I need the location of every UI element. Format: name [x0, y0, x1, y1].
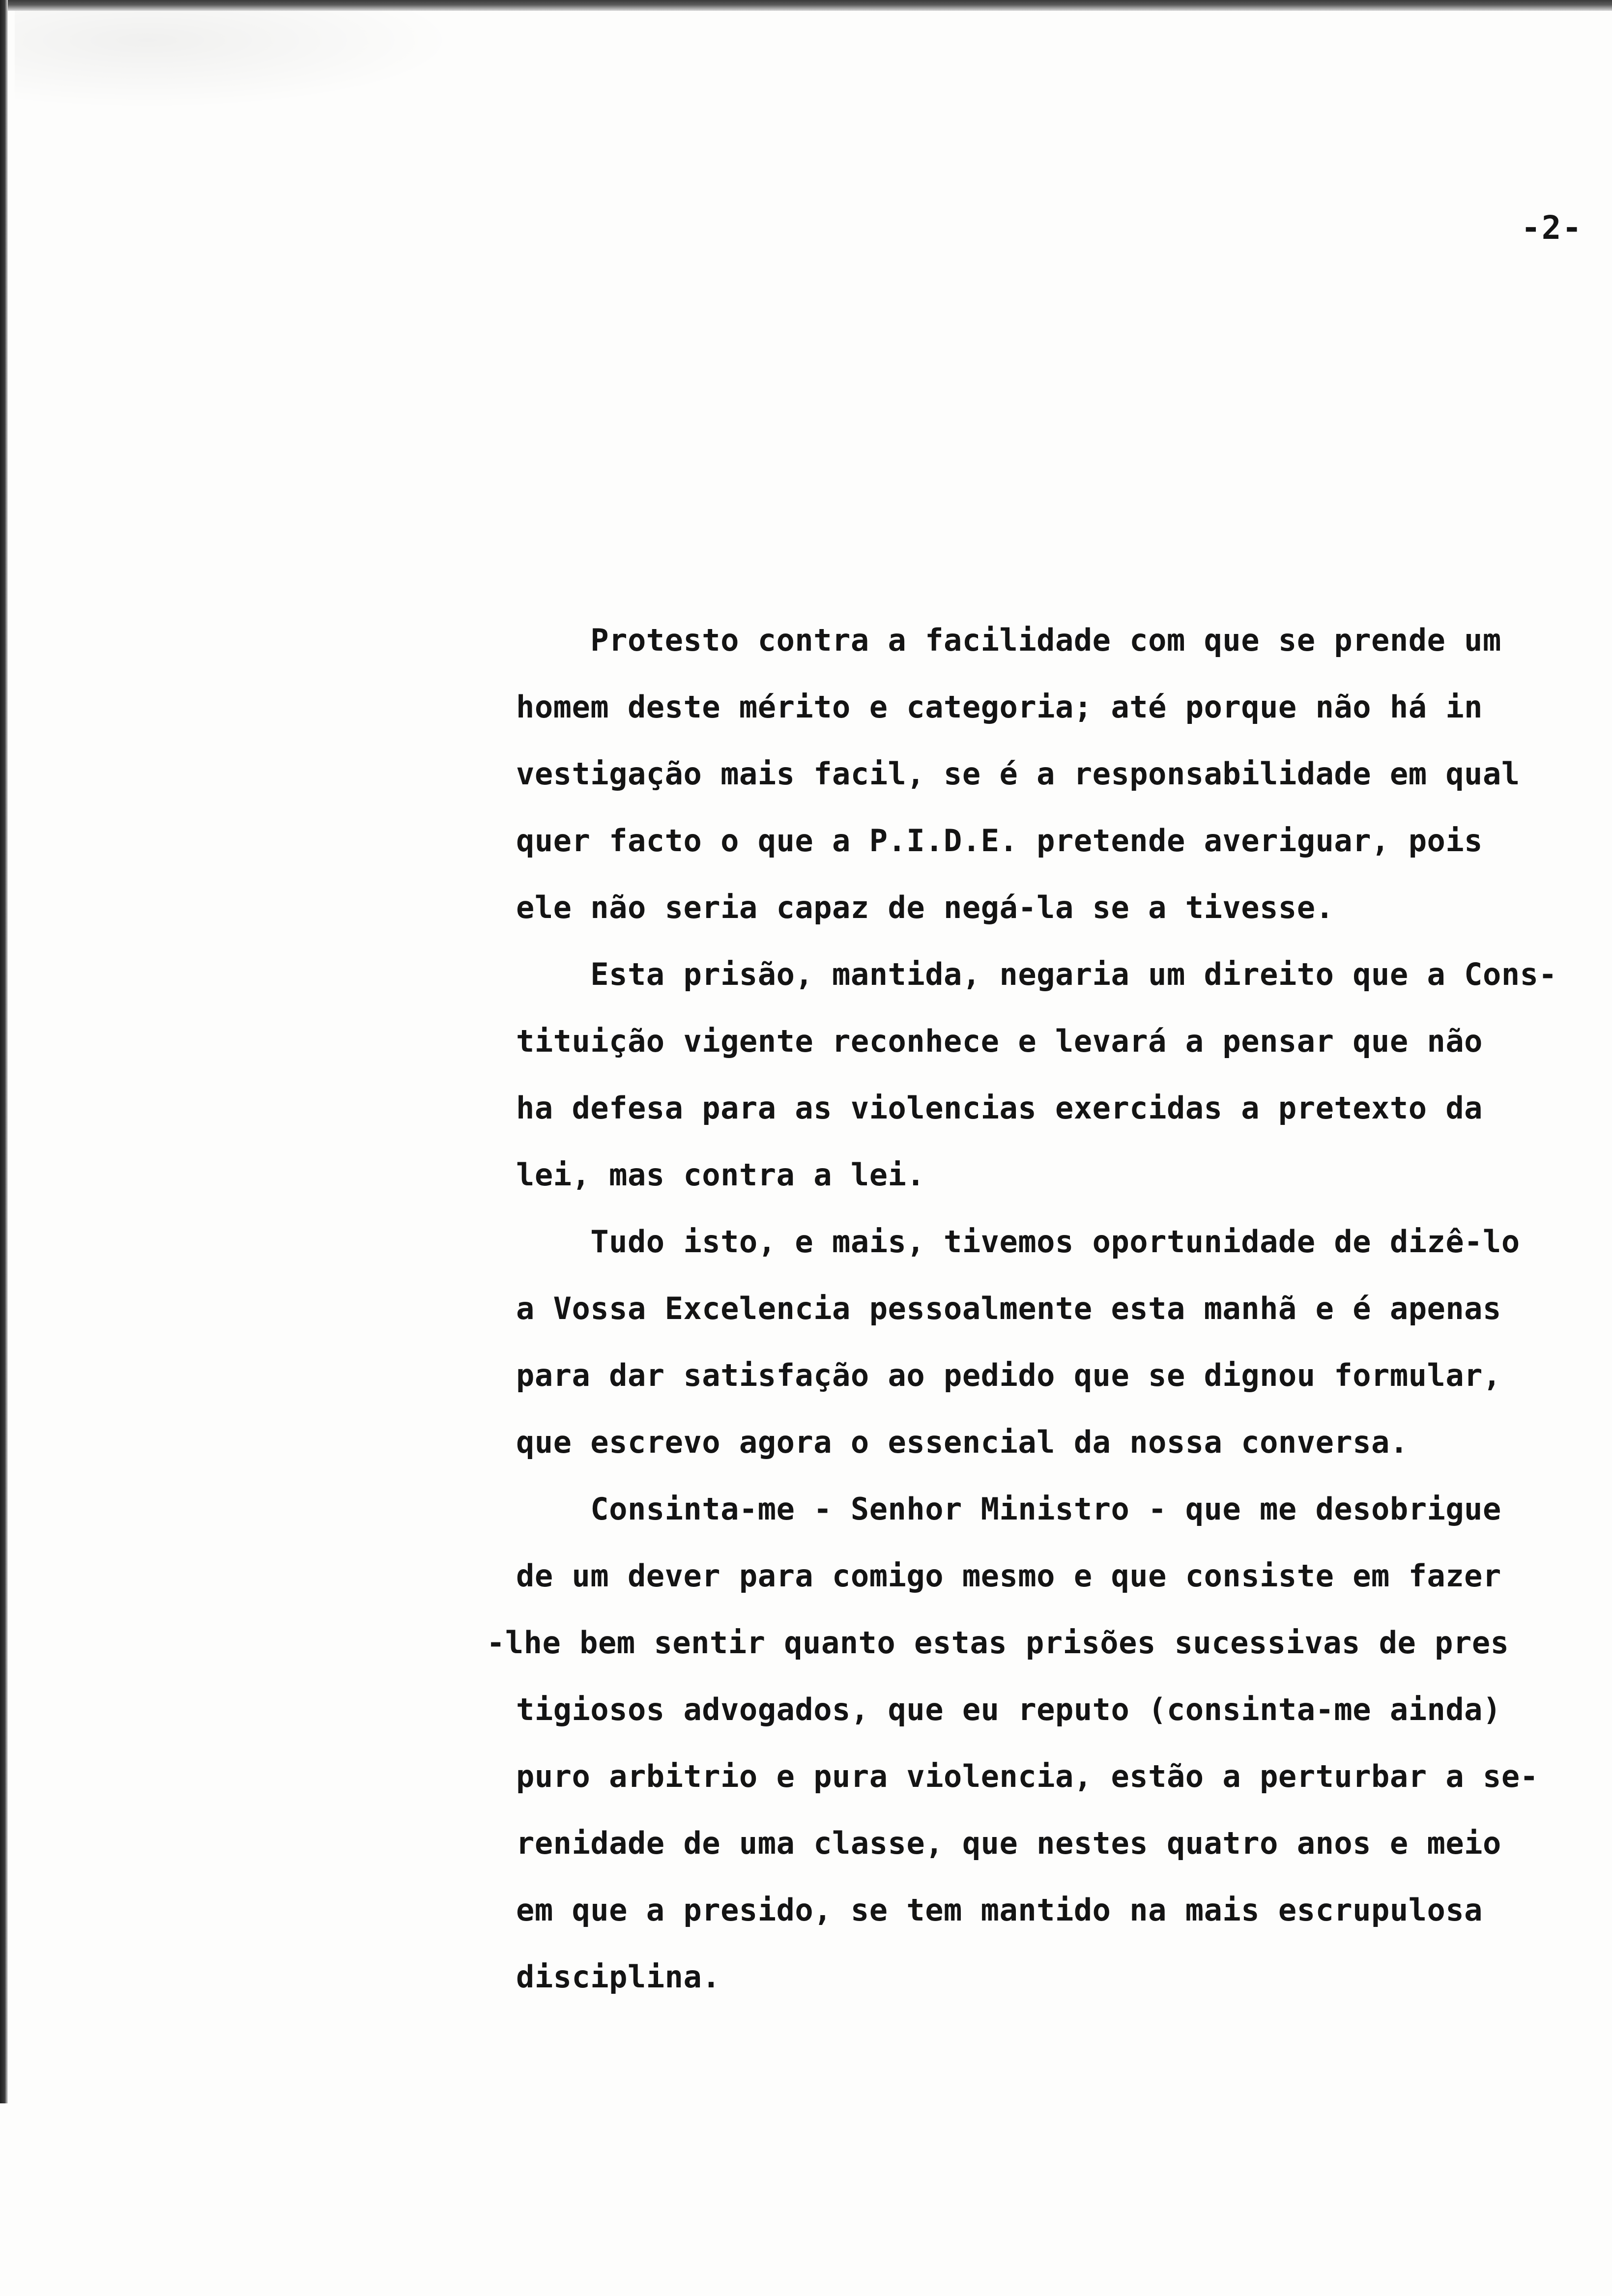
text-line: em que a presido, se tem mantido na mais escrupulosa — [516, 1892, 1483, 1928]
text-line: quer facto o que a P.I.D.E. pretende averiguar, pois — [516, 823, 1483, 859]
text-line: Esta prisão, mantida, negaria um direito que a Cons- — [516, 956, 1557, 992]
text-line: renidade de uma classe, que nestes quatro anos e meio — [516, 1825, 1501, 1861]
text-line: ha defesa para as violencias exercidas a pretexto da — [516, 1090, 1483, 1126]
text-line: -lhe bem sentir quanto estas prisões sucessivas de pres — [487, 1625, 1509, 1661]
paragraph-2 — [516, 941, 1587, 1208]
text-line: vestigação mais facil, se é a responsabilidade em qual — [516, 756, 1520, 792]
text-line: lei, mas contra a lei. — [516, 1157, 925, 1193]
scan-left-edge — [0, 0, 8, 2103]
text-line: de um dever para comigo mesmo e que consiste em fazer — [516, 1558, 1501, 1594]
scan-smudge — [15, 11, 457, 109]
scan-top-edge — [0, 0, 1612, 11]
letter-body — [487, 607, 1587, 2010]
text-line: tituição vigente reconhece e levará a pensar que não — [516, 1023, 1483, 1059]
text-line: ele não seria capaz de negá-la se a tivesse. — [516, 890, 1334, 925]
paragraph-3 — [516, 1208, 1587, 1476]
page-number: -2- — [1521, 209, 1583, 247]
text-line: a Vossa Excelencia pessoalmente esta manhã e é apenas — [516, 1291, 1501, 1326]
paragraph-1 — [516, 607, 1587, 941]
text-line: disciplina. — [516, 1959, 721, 1995]
text-line: puro arbitrio e pura violencia, estão a perturbar a se- — [516, 1758, 1539, 1794]
text-line: Protesto contra a facilidade com que se prende um — [516, 622, 1501, 658]
text-line: tigiosos advogados, que eu reputo (consinta-me ainda) — [516, 1692, 1501, 1727]
text-line: para dar satisfação ao pedido que se dignou formular, — [516, 1357, 1501, 1393]
text-line: Consinta-me - Senhor Ministro - que me desobrigue — [516, 1491, 1501, 1527]
paragraph-4 — [487, 1476, 1587, 2010]
text-line: que escrevo agora o essencial da nossa conversa. — [516, 1424, 1409, 1460]
text-line: homem deste mérito e categoria; até porque não há in — [516, 689, 1483, 725]
text-line: Tudo isto, e mais, tivemos oportunidade de dizê-lo — [516, 1224, 1520, 1260]
